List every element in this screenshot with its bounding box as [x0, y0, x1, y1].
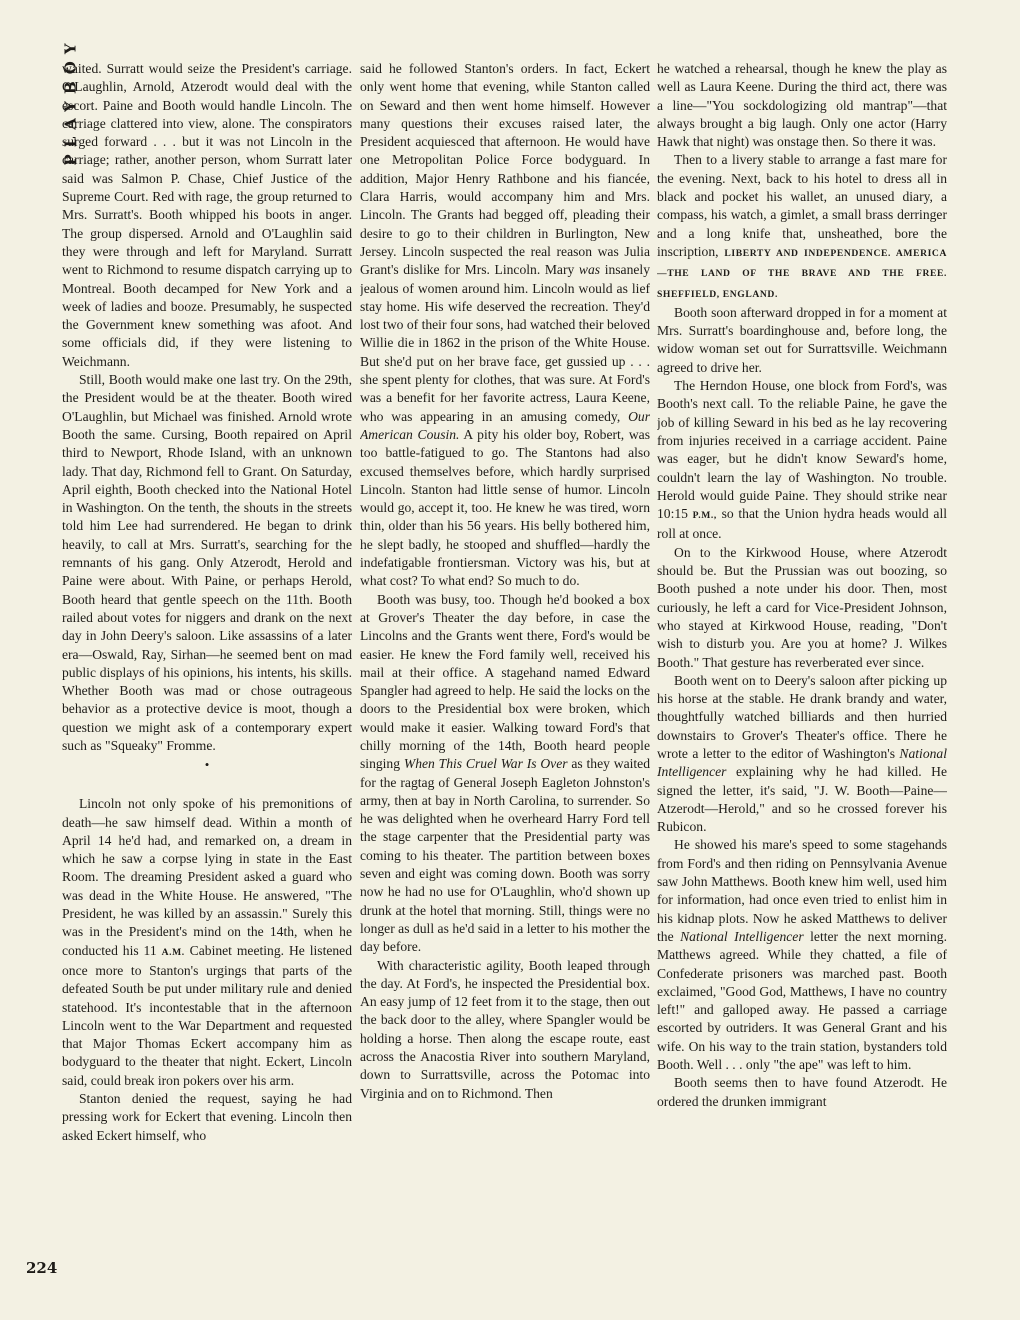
paragraph: Booth soon afterward dropped in for a moment at Mrs. Surratt's boardinghouse and, before long, the widow woman set out for Surrattsville. Weichmann agreed to drive her. [657, 304, 947, 375]
text-run: Lincoln not only spoke of his premonitions of death—he saw himself dead. Within a month of April 14 he'd had, and remarked on, a dream in which he saw a corpse lying in state in the East Room. The dreaming President asked a guard who was dead in the White House. He answered, "The President, he was killed by an assassin." Surely this was in the President's mind on the 14th, when he conducted his 11 [62, 796, 352, 958]
time-abbrev: A.M. [161, 946, 185, 958]
paragraph [657, 377, 947, 544]
text-run: explaining why he had killed. He signed the letter, it's said, "J. W. Booth—Paine—Atzerodt—Herold," and so he crossed forever his Rubicon. [657, 764, 947, 835]
newspaper-title: National Intelligencer [680, 928, 804, 944]
page-number: 224 [26, 1259, 58, 1277]
text-run: Booth was busy, too. Though he'd booked a box at Grover's Theater the day before, in case the Lincolns and the Grants went there, Ford's would be easier. He knew the Ford family well, received his mail at their office. A stagehand named Edward Spangler had agreed to help. He said the locks on the doors to the Presidential box were broken, which would make it easier. Walking toward Ford's that chilly morning of the 14th, Booth heard people singing [360, 591, 650, 772]
text-run: insanely jealous of women around him. Lincoln would as lief stay home. His wife deserved the recreation. They'd lost two of their four sons, had watched their beloved Willie die in 1862 in the prison of the White House. But she'd put on her brave face, get gussied up . . . she spent plenty for clothes, that was sure. At Ford's was a benefit for her favorite actress, Laura Keene, who was appearing in an amusing comedy, [360, 262, 650, 424]
text-column-3 [657, 60, 947, 1290]
paragraph: Still, Booth would make one last try. On the 29th, the President would be at the theater. Booth wired O'Laughlin, but Michael was finished. Arnold wrote Booth the same. Cursing, Booth repaired on April third to Newport, Rhode Island, with an unknown lady. That day, Richmond fell to Grant. On Saturday, April eighth, Booth checked into the National Hotel in Washington. On the tenth, the shouts in the streets told him Lee had surrendered. He began to drink heavily, to call at Mrs. Surratt's, searching for the remnants of his gang. Only Atzerodt, Herold and Paine were about. With Paine, or perhaps Herold, Booth heard that gentle speech on the 11th. Booth railed about votes for niggers and drank on the next day in John Deery's saloon. Like assassins of a later era—Oswald, Ray, Sirhan—he seemed bent on mad public displays of his opinions, his intents, his skills. Whether Booth was mad or chose outrageous behavior as a protective device is moot, though a question we might ask of a contemporary expert such as "Squeaky" Fromme. [62, 372, 352, 753]
paragraph [62, 795, 352, 1090]
paragraph: waited. Surratt would seize the President's carriage. O'Laughlin, Arnold, Atzerodt would deal with the escort. Paine and Booth would handle Lincoln. The carriage clattered into view, alone. The conspirators surged forward . . . but it was not Lincoln in the carriage; rather, another person, whom Surratt later said was Salmon P. Chase, Chief Justice of the Supreme Court. Red with rage, the group returned to Mrs. Surratt's. Booth whipped his boots in anger. The group dispersed. Arnold and O'Laughlin said they were through and left for Maryland. Surratt went to Richmond to resume dispatch carrying up to Montreal. Booth decamped for New York and a week of ladies and booze. Presumably, he suspected the Government knew something was afoot. And some officials did, if they were listening to Weichmann. [62, 61, 352, 369]
play-title: Our American Cousin. [360, 408, 650, 442]
paragraph: Stanton denied the request, saying he had pressing work for Eckert that evening. Lincoln then asked Eckert himself, who [62, 1091, 352, 1143]
emphasis: was [578, 262, 601, 278]
text-run: as they waited for the ragtag of General Joseph Eagleton Johnston's army, then at bay in North Carolina, to surrender. So he was delighted when he overheard Harry Ford tell the stage carpenter that the Presidential party was coming to his theater. The partition between boxes seven and eight was coming down. Booth was sorry now he had no use for O'Laughlin, who'd shown up drunk at the hotel that morning. Still, things were no longer as dull as he'd said in a letter to his mother the day before. [360, 756, 650, 955]
paragraph [657, 151, 947, 303]
text-run: so that the Union hydra heads would all roll at once. [657, 506, 947, 542]
text-run: said he followed Stanton's orders. In fact, Eckert only went home that evening, while Stanton called on Seward and then went home himself. However many questions their excuses raised later, the President acquiesced that afternoon. He would have one Metropolitan Police Force bodyguard. In addition, Major Henry Rathbone and his fiancée, Clara Harris, would accompany him and Mrs. Lincoln. The Grants had begged off, pleading their desire to go to their children in Burlington, New Jersey. Lincoln suspected the real reason was Julia Grant's dislike for Mrs. Lincoln. Mary [360, 61, 650, 278]
section-separator: • [204, 757, 210, 773]
newspaper-title: National Intelligencer [657, 745, 947, 780]
text-run: The Herndon House, one block from Ford's, was Booth's next call. To the reliable Paine, he gave the job of killing Seward in his bed as he lay recovering from injuries received in a carriage accident. Paine was eager, but he didn't know Seward's home, couldn't learn the lay of Washington. No trouble. Herold would guide Paine. They should strike near 10:15 [657, 378, 947, 522]
text-run: letter the next morning. Matthews agreed. While they chatted, a file of Confederate prisoners was marched past. Booth exclaimed, "Good God, Matthews, I have no country left!" and galloped away. He passed a carriage escorted by outriders. It was General Grant and his wife. On his way to the train station, bystanders told Booth. Well . . . only "the ape" was left to him. [657, 928, 947, 1073]
time-abbrev: P.M., [692, 510, 717, 522]
text-run: He showed his mare's speed to some stagehands from Ford's and then riding on Pennsylvania Avenue saw John Matthews. Booth knew him well, used him for information, had once even tried to enlist him in his kidnap plots. Now he asked Matthews to deliver the [657, 837, 947, 944]
text-run: Then to a livery stable to arrange a fast mare for the evening. Next, back to his hotel to dress all in black and pocket his wallet, an unused diary, a compass, his watch, a gimlet, a small brass derringer and a long knife that, unsheathed, bore the inscription, [657, 152, 947, 259]
paragraph [657, 672, 947, 837]
paragraph: Booth seems then to have found Atzerodt. He ordered the drunken immigrant [657, 1075, 947, 1109]
paragraph [657, 836, 947, 1074]
text-run: A pity his older boy, Robert, was too battle-fatigued to go. The Stantons had also excused themselves before, which hardly surprised Lincoln. Stanton had little sense of humor. Lincoln would go, accept it, too. He knew he was tired, worn thin, older than his 56 years. His belly bothered him, he slept badly, he stooped and shuffled—hardly the indefatigable frontiersman. Victory was his, but at what cost? To what end? So much to do. [360, 426, 650, 589]
magazine-masthead [28, 36, 80, 166]
knife-inscription: LIBERTY AND INDEPENDENCE. AMERICA—THE LAND OF THE BRAVE AND THE FREE. SHEFFIELD, ENGLAND. [657, 247, 947, 300]
text-column-2 [360, 60, 650, 1290]
masthead-text: PLAYBOY [61, 36, 80, 166]
text-column-1 [62, 60, 352, 1290]
text-run: Booth went on to Deery's saloon after picking up his horse at the stable. He drank brandy and water, thoughtfully watched billiards and then hurried downstairs to Grover's Theater's office. There he wrote a letter to the editor of Washington's [657, 672, 947, 761]
song-title: When This Cruel War Is Over [403, 756, 568, 772]
paragraph [360, 60, 650, 591]
paragraph: With characteristic agility, Booth leaped through the day. At Ford's, he inspected the Presidential box. An easy jump of 12 feet from it to the stage, then out the back door to the alley, where Spangler would be holding a horse. Then along the escape route, east across the Anacostia River into southern Maryland, down to Surrattsville, across the Potomac into Virginia and on to Richmond. Then [360, 957, 650, 1101]
paragraph: he watched a rehearsal, though he knew the play as well as Laura Keene. During the third act, there was a line—"You sockdologizing old mantrap"—that always brought a big laugh. Only one actor (Harry Hawk that night) was onstage then. So there it was. [657, 61, 947, 150]
text-run: Cabinet meeting. He listened once more to Stanton's urgings that parts of the defeated South be put under military rule and denied statehood. It's incontestable that in the afternoon Lincoln went to the War Department and requested that Major Thomas Eckert accompany him as bodyguard to the theater that night. Eckert, Lincoln said, could break iron pokers over his arm. [62, 942, 352, 1088]
paragraph [360, 591, 650, 957]
paragraph: On to the Kirkwood House, where Atzerodt should be. But the Prussian was out boozing, so Booth pushed a note under his door. Then, most curiously, he left a card for Vice-President Johnson, who stayed at Kirkwood House, reading, "Don't wish to disturb you. Are you at home? J. Wilkes Booth." That gesture has reverberated ever since. [657, 544, 947, 670]
